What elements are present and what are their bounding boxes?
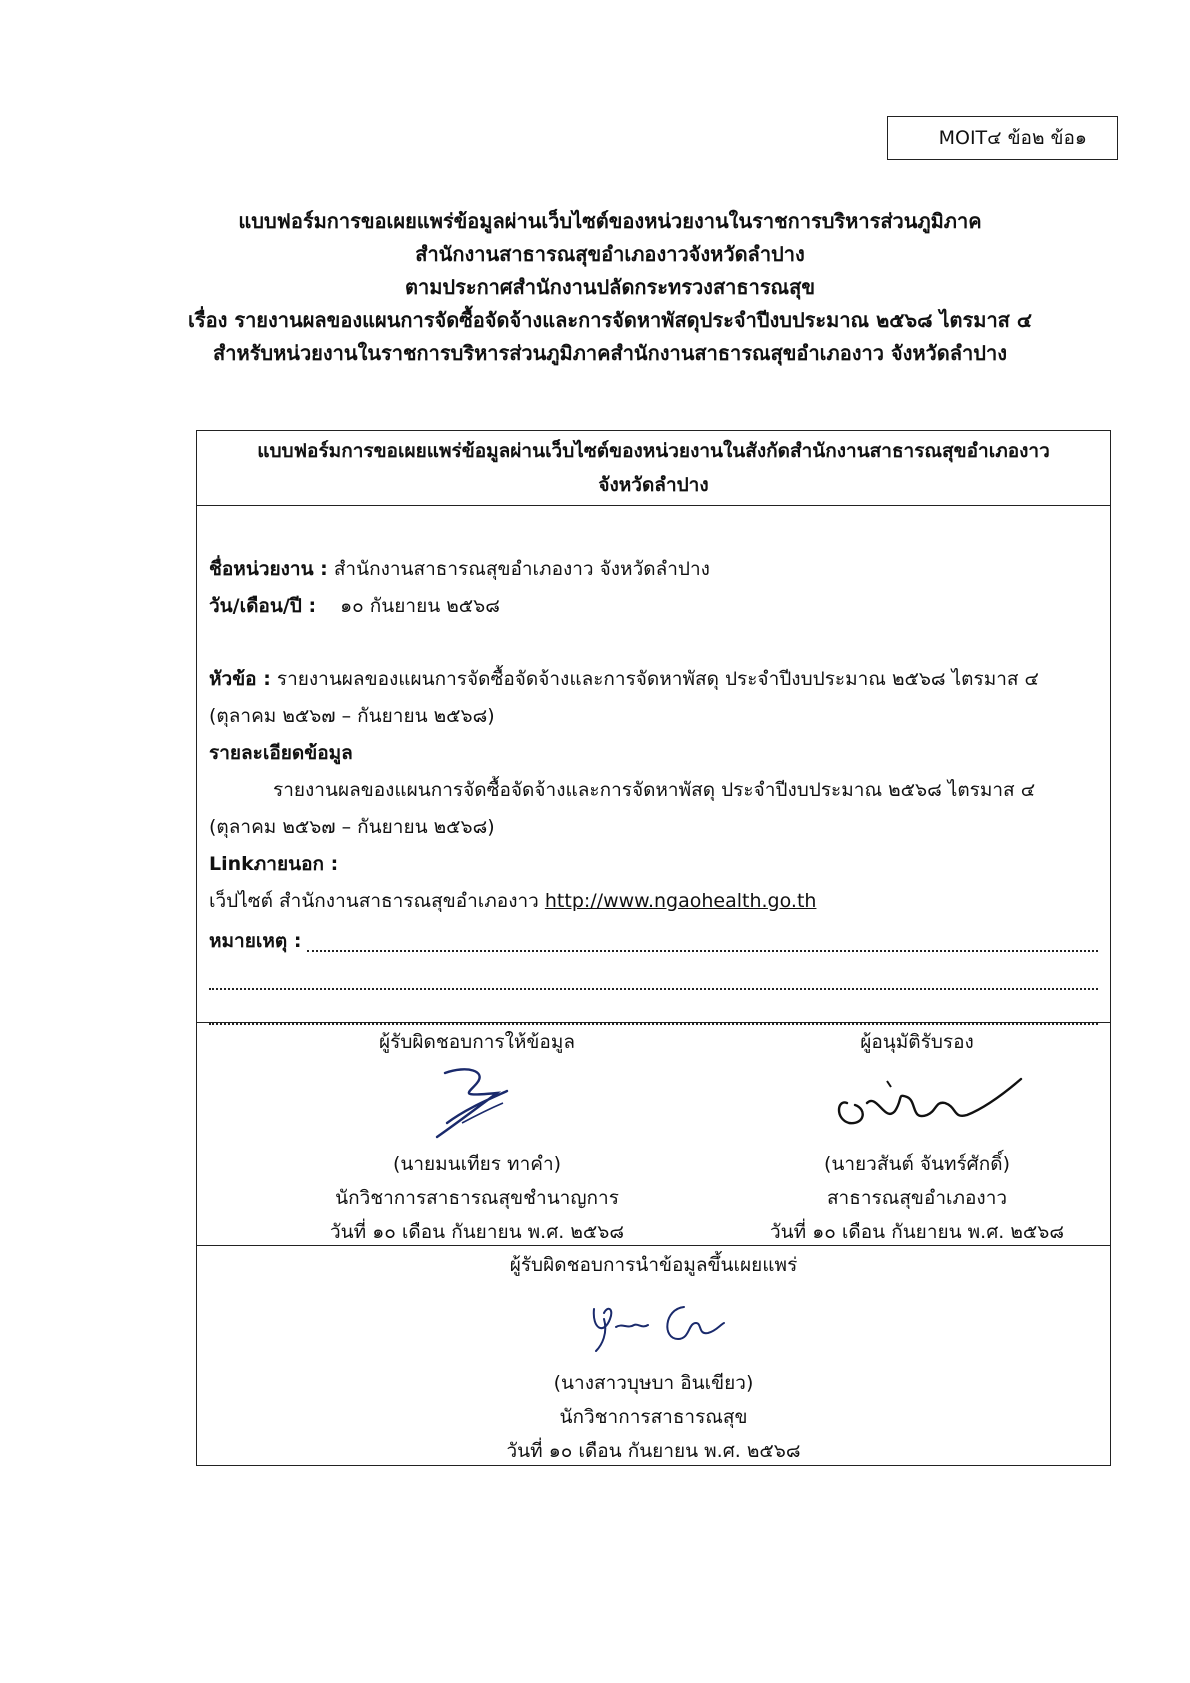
detail-period: (ตุลาคม ๒๕๖๗ – กันยายน ๒๕๖๘) (209, 816, 495, 838)
title-line-2: สำนักงานสาธารณสุขอำเภองาวจังหวัดลำปาง (415, 242, 805, 266)
title-line-4: เรื่อง รายงานผลของแผนการจัดซื้อจัดจ้างและการจัดหาพัสดุประจำปีงบประมาณ ๒๕๖๘ ไตรมาส ๔ (188, 308, 1032, 332)
approver-signature-image (717, 1059, 1117, 1147)
reference-code: MOIT๔ ข้อ๒ ข้อ๑ (938, 127, 1087, 149)
agency-row (209, 554, 1098, 584)
publisher-date: วันที่ ๑๐ เดือน กันยายน พ.ศ. ๒๕๖๘ (506, 1440, 801, 1462)
responsible-name: (นายมนเทียร ทาคำ) (392, 1153, 562, 1175)
reference-code-box (887, 116, 1118, 160)
website-link[interactable]: http://www.ngaohealth.go.th (544, 890, 817, 912)
detail-label: รายละเอียดข้อมูล (209, 742, 353, 764)
responsible-role: ผู้รับผิดชอบการให้ข้อมูล (379, 1031, 575, 1053)
approver-position: สาธารณสุขอำเภองาว (826, 1187, 1008, 1209)
document-title (120, 205, 1100, 370)
external-link-label: Linkภายนอก : (209, 853, 339, 875)
note-dotted-line-2 (209, 988, 1098, 990)
approver-signature-block (717, 1025, 1117, 1249)
form-details (197, 506, 1110, 1023)
website-row (209, 886, 1098, 916)
publisher-section (197, 1246, 1110, 1465)
publisher-signature-image (197, 1282, 1110, 1366)
title-line-5: สำหรับหน่วยงานในราชการบริหารส่วนภูมิภาคสำนักงานสาธารณสุขอำเภองาว จังหวัดลำปาง (213, 341, 1007, 365)
topic-label: หัวข้อ : (209, 668, 271, 690)
publication-form (196, 430, 1111, 1466)
responsible-date: วันที่ ๑๐ เดือน กันยายน พ.ศ. ๒๕๖๘ (330, 1221, 624, 1243)
agency-value: สำนักงานสาธารณสุขอำเภองาว จังหวัดลำปาง (333, 558, 710, 580)
title-line-1: แบบฟอร์มการขอเผยแพร่ข้อมูลผ่านเว็บไซต์ของหน่วยงานในราชการบริหารส่วนภูมิภาค (238, 209, 982, 233)
responsible-position: นักวิชาการสาธารณสุขชำนาญการ (335, 1187, 619, 1209)
approver-name: (นายวสันต์ จันทร์ศักดิ์) (823, 1153, 1010, 1175)
responsible-signature-image (197, 1059, 757, 1147)
note-dotted-line-1 (307, 950, 1098, 952)
title-line-3: ตามประกาศสำนักงานปลัดกระทรวงสาธารณสุข (404, 275, 815, 299)
topic-row (209, 664, 1098, 694)
publisher-name: (นางสาวบุษบา อินเขียว) (553, 1372, 754, 1394)
publisher-role: ผู้รับผิดชอบการนำข้อมูลขึ้นเผยแพร่ (509, 1254, 798, 1276)
website-prefix: เว็ปไซต์ สำนักงานสาธารณสุขอำเภองาว (209, 890, 539, 912)
publisher-position: นักวิชาการสาธารณสุข (559, 1406, 748, 1428)
note-label: หมายเหตุ : (209, 930, 302, 952)
form-header-line-2: จังหวัดลำปาง (598, 474, 709, 496)
topic-period: (ตุลาคม ๒๕๖๗ – กันยายน ๒๕๖๘) (209, 705, 495, 727)
publisher-signature-block (197, 1248, 1110, 1468)
form-header (197, 431, 1110, 506)
responsible-signature-block (197, 1025, 757, 1249)
approver-date: วันที่ ๑๐ เดือน กันยายน พ.ศ. ๒๕๖๘ (770, 1221, 1064, 1243)
agency-label: ชื่อหน่วยงาน : (209, 558, 328, 580)
signature-section (197, 1023, 1110, 1246)
date-label: วัน/เดือน/ปี : (209, 595, 317, 617)
form-header-line-1: แบบฟอร์มการขอเผยแพร่ข้อมูลผ่านเว็บไซต์ของหน่วยงานในสังกัดสำนักงานสาธารณสุขอำเภองาว (257, 440, 1050, 462)
date-value: ๑๐ กันยายน ๒๕๖๘ (340, 595, 500, 617)
detail-value: รายงานผลของแผนการจัดซื้อจัดจ้างและการจัดหาพัสดุ ประจำปีงบประมาณ ๒๕๖๘ ไตรมาส ๔ (273, 779, 1036, 801)
approver-role: ผู้อนุมัติรับรอง (860, 1031, 974, 1053)
topic-value: รายงานผลของแผนการจัดซื้อจัดจ้างและการจัดหาพัสดุ ประจำปีงบประมาณ ๒๕๖๘ ไตรมาส ๔ (276, 668, 1039, 690)
date-row (209, 591, 1098, 621)
